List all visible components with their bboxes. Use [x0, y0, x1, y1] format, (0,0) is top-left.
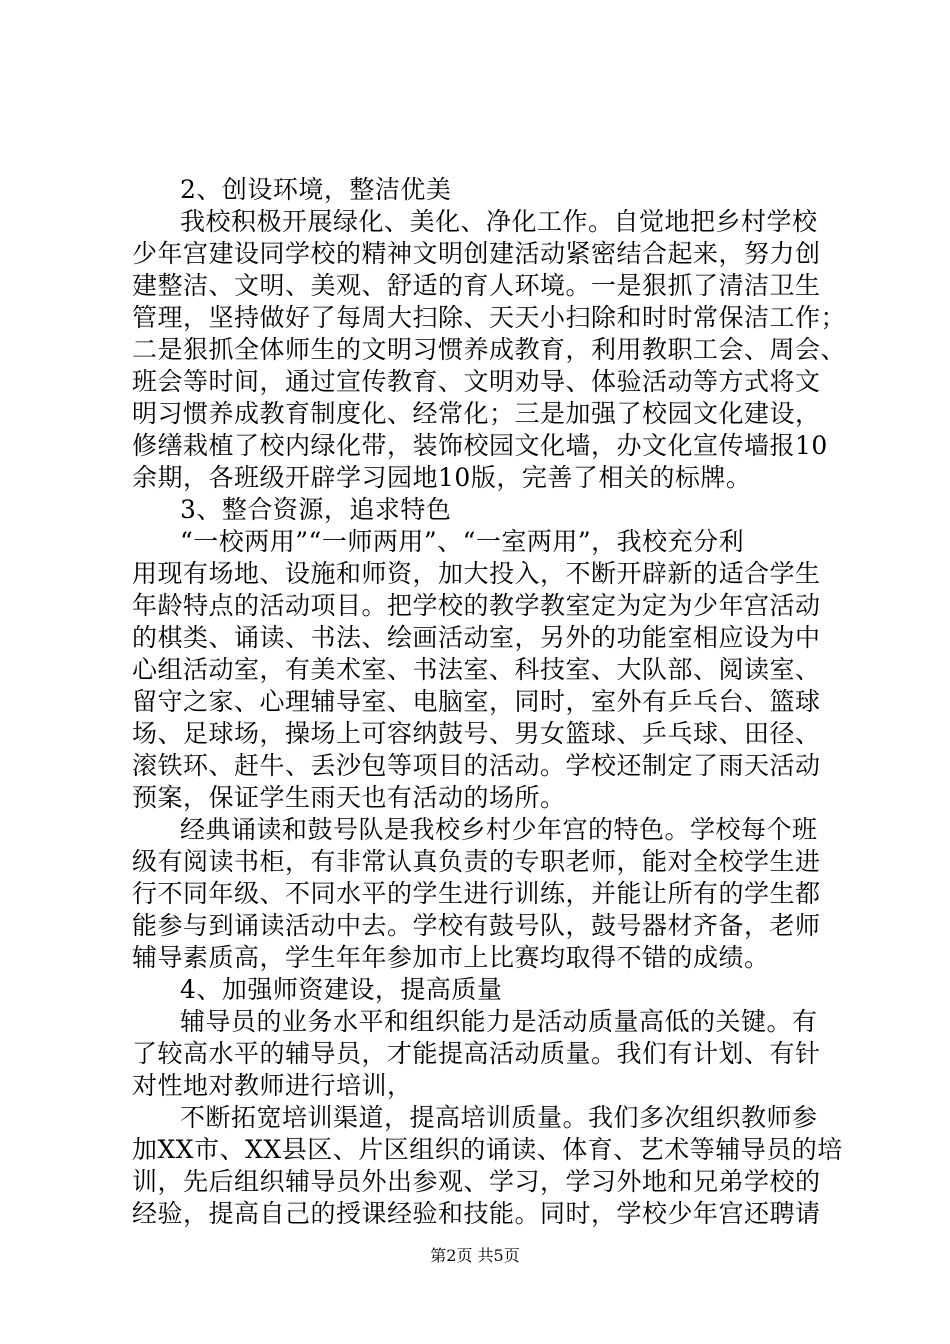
paragraph-line: 经验，提高自己的授课经验和技能。同时，学校少年宫还聘请	[132, 1199, 821, 1228]
paragraph-line: 用现有场地、设施和师资，加大投入，不断开辟新的适合学生	[132, 559, 821, 588]
paragraph-line: 班会等时间，通过宣传教育、文明劝导、体验活动等方式将文	[132, 367, 821, 396]
paragraph-line: 了较高水平的辅导员，才能提高活动质量。我们有计划、有针	[132, 1039, 821, 1068]
paragraph-line: 预案，保证学生雨天也有活动的场所。	[132, 783, 566, 812]
paragraph-line: 二是狠抓全体师生的文明习惯养成教育，利用教职工会、周会、	[132, 335, 847, 364]
paragraph-line: 管理，坚持做好了每周大扫除、天天小扫除和时时常保洁工作；	[132, 303, 847, 332]
paragraph-line: 辅导素质高，学生年年参加市上比赛均取得不错的成绩。	[132, 943, 770, 972]
paragraph-line: “一校两用”“一师两用”、“一室两用”，我校充分利	[180, 527, 745, 556]
paragraph-line: 的棋类、诵读、书法、绘画活动室，另外的功能室相应设为中	[132, 623, 821, 652]
paragraph-line: 级有阅读书柜，有非常认真负责的专职老师，能对全校学生进	[132, 847, 821, 876]
heading-3: 3、整合资源，追求特色	[180, 495, 452, 524]
heading-2: 2、创设环境，整洁优美	[180, 175, 452, 204]
paragraph-line: 明习惯养成教育制度化、经常化；三是加强了校园文化建设，	[132, 399, 821, 428]
paragraph-line: 训，先后组织辅导员外出参观、学习，学习外地和兄弟学校的	[132, 1167, 821, 1196]
heading-4: 4、加强师资建设，提高质量	[180, 975, 503, 1004]
paragraph-line: 不断拓宽培训渠道，提高培训质量。我们多次组织教师参	[180, 1103, 818, 1132]
paragraph-line: 留守之家、心理辅导室、电脑室，同时，室外有乒乓台、篮球	[132, 687, 821, 716]
paragraph-line: 对性地对教师进行培训，	[132, 1071, 413, 1100]
paragraph-line: 滚铁环、赶牛、丢沙包等项目的活动。学校还制定了雨天活动	[132, 751, 821, 780]
paragraph-line: 能参与到诵读活动中去。学校有鼓号队，鼓号器材齐备，老师	[132, 911, 821, 940]
paragraph-line: 余期，各班级开辟学习园地10版，完善了相关的标牌。	[132, 463, 752, 492]
paragraph-line: 行不同年级、不同水平的学生进行训练，并能让所有的学生都	[132, 879, 821, 908]
paragraph-line: 心组活动室，有美术室、书法室、科技室、大队部、阅读室、	[132, 655, 821, 684]
paragraph-line: 场、足球场，操场上可容纳鼓号、男女篮球、乒乓球、田径、	[132, 719, 821, 748]
paragraph-line: 辅导员的业务水平和组织能力是活动质量高低的关键。有	[180, 1007, 818, 1036]
paragraph-line: 建整洁、文明、美观、舒适的育人环境。一是狠抓了清洁卫生	[132, 271, 821, 300]
paragraph-line: 经典诵读和鼓号队是我校乡村少年宫的特色。学校每个班	[180, 815, 818, 844]
paragraph-line: 修缮栽植了校内绿化带，装饰校园文化墙，办文化宣传墙报10	[132, 431, 828, 460]
paragraph-line: 年龄特点的活动项目。把学校的教学教室定为定为少年宫活动	[132, 591, 821, 620]
page-footer: 第2页 共5页	[430, 1246, 520, 1265]
paragraph-line: 少年宫建设同学校的精神文明创建活动紧密结合起来，努力创	[132, 239, 821, 268]
paragraph-line: 加XX市、XX县区、片区组织的诵读、体育、艺术等辅导员的培	[132, 1135, 843, 1164]
paragraph-line: 我校积极开展绿化、美化、净化工作。自觉地把乡村学校	[180, 207, 818, 236]
